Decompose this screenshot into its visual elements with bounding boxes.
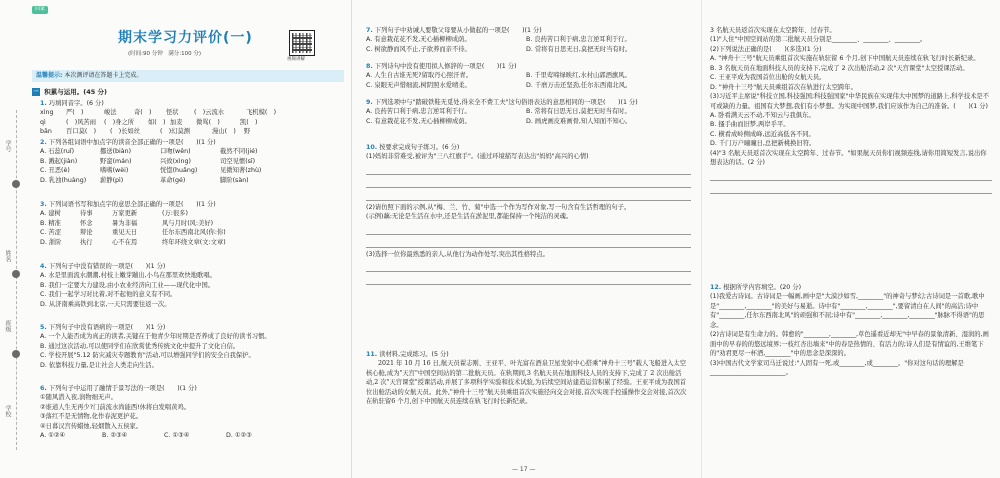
q6-option-c[interactable]: C. ①③④ [164, 432, 190, 440]
q6-option-d[interactable]: D. ①②③ [226, 432, 252, 440]
q1-number: 1. [40, 100, 47, 107]
question-9: 9. 下列选项中与"踏破铁鞋无觅处,得来全不费工夫"这句俗语表达的意思相同的一项是( )(1 分) A. 良药苦口利于病,忠言逆耳利于行。 B. 常将有日思无日,莫把无时当有时。 C. 有意栽花花不发,无心插柳柳成荫。 D. 画虎画皮难画骨,知人知面不知心。 [366, 99, 638, 125]
q7-option-a[interactable]: A. 有意栽花花不发,无心插柳柳成荫。 [366, 36, 471, 44]
q3-stem: 下列词语书写和加点字的意思全部正确的一项是( )(1 分) [48, 201, 216, 208]
q6-line: ②谁道人生无再少?门前流水尚能西!休将白发唱黄鸡。 [40, 403, 191, 411]
q8-option-d[interactable]: D. 千磨万击还坚劲,任尔东西南北风。 [526, 81, 632, 89]
q8-option-c[interactable]: C. 泉眼无声惜细流,树阴照水爱晴柔。 [366, 81, 471, 89]
q10-part-1: (1)妈妈非常难受,被评为"三八红旗手"。(通过环境描写表达出"妈妈"高兴的心情) [366, 153, 589, 161]
q4-option-d[interactable]: D. 从济南乘高铁到北京,一天只需要往返一次。 [40, 300, 171, 308]
q6-line: ①随风潜入夜,润物细无声。 [40, 394, 117, 402]
q10-part-3: (3)选择一位你最熟悉的亲人,从他行为动作处写,突出其性格特点。 [366, 250, 549, 258]
q1-row: xìng 严( ) 峻法 奇( ) 怪状 ( )云流水 飞机模( ) [40, 109, 277, 117]
question-4: 4. 下列句子中没有错误的一项是( )(1 分) A. 水是里面流水潮潮,村枝上嫩芽蹦出,小鸟在那里欢快地歌唱。 B. 我们一定要大力建设,由小农业经济向工业——现代化中国。 C. 我们一起学习对比着,对不起他的意义有不同。 D. 从济南乘高铁到北京,一天只需要往返一次。 [40, 262, 345, 309]
answer-line[interactable] [710, 183, 992, 194]
answer-line[interactable] [366, 164, 691, 175]
middle-page [352, 0, 702, 478]
binding-hole [12, 270, 20, 278]
q2-option-a[interactable]: A. 石蕊(ruǐ) 挪送(biàn) 口吻(wěn) 截然不同(jié) [40, 148, 258, 156]
q6-line: ③落红不是无情物,化作春泥更护花。 [40, 413, 143, 421]
q5-option-d[interactable]: D. 依靠科技力量,是让社会人类走向生活。 [40, 361, 158, 369]
margin-label-class: 班级 [4, 320, 11, 332]
q10-example: (示例)藕:无论是生活在水中,还是生活在淤泥里,都能保持一个纯洁的灵魂。 [366, 213, 573, 221]
q11-part-4: (4)"3 名航天员返首次实现在太空跨年、过春节。"如果航天员你们视频连线,请你用简短发言,说出你想表达的话。(2 分) [710, 149, 987, 167]
q2-option-c[interactable]: C. 丑恶(è) 嗜嗜(wèi) 恍惚(huǎng) 见微知著(zhù) [40, 167, 262, 175]
corner-tag: 回家 [32, 6, 48, 14]
answer-line[interactable] [366, 190, 691, 201]
q3-option-a[interactable]: A. 建树 待事 万家更新 (万:很多) [40, 210, 188, 218]
q3-option-d[interactable]: D. 浙阶 执行 心不在焉 终年环绕文章(文:文章) [40, 238, 226, 246]
q8-option-a[interactable]: A. 人生自古谁无死?留取丹心照汗青。 [366, 72, 472, 80]
answer-line[interactable] [366, 177, 691, 188]
answer-line[interactable] [366, 261, 691, 272]
q3-option-b[interactable]: B. 精准 怀念 暑为非福 风与月时(风:美好) [40, 219, 214, 227]
question-3: 3. 下列词语书写和加点字的意思全部正确的一项是( )(1 分) A. 建树 待事 万家更新 (万:很多) B. 精准 怀念 暑为非福 风与月时(风:美好) C. 苦涩 辩论 重见天日 任尔东西南北风(你:你) D. 浙阶 执行 心不在焉 终年环绕文章(文:文章) [40, 200, 345, 247]
answer-line[interactable] [710, 170, 992, 181]
question-1 [40, 99, 345, 137]
page-number: — 17 — [512, 466, 536, 473]
tip-banner [32, 70, 344, 82]
margin-label-school: 学校 [4, 405, 11, 417]
tip-label: 温馨提示: [36, 72, 63, 79]
q11-part-2: (2)下列说法正确的是( )(多选)(1 分) [710, 45, 822, 53]
q6-option-a[interactable]: A. ①②④ [40, 432, 66, 440]
question-2: 2. 下列各组词语中加点字的读音全部正确的一项是( )(1 分) A. 石蕊(ruǐ) 挪送(biàn) 口吻(wěn) 截然不同(jié) B. 溅起(jiàn) 野蛮(mán) 兴致(xìng) 司空见惯(sī) C. 丑恶(è) 嗜嗜(wèi) 恍惚(huǎng) 见微知著(zhù) D. 乳浊(huàng) 薪静(pì) 革命(gé) 脚阶(sàn) [40, 138, 345, 185]
qr-code-icon[interactable] [289, 30, 315, 56]
section-heading [32, 88, 107, 98]
question-8: 8. 下列诗句中没有使用拟人修辞的一项是( )(1 分) A. 人生自古谁无死?留取丹心照汗青。 B. 千里莺啼绿映红,水村山郭酒旗风。 C. 泉眼无声惜细流,树阴照水爱晴柔。 D. 千磨万击还坚劲,任尔东西南北风。 [366, 63, 632, 89]
q6-options [40, 431, 345, 440]
q5-option-a[interactable]: A. 一个人能否成为真正的读者,关键在于他青少年时期是否养成了良好的读书习惯。 [40, 333, 271, 341]
q1-row: qì ( )风苦雨 ( )身之所 如( ) 加麦 微骂( ) 凯( ) [40, 118, 258, 126]
q11-part-3-option-d[interactable]: D. 千门万户曈曈日,总把新桃换旧符。 [710, 140, 816, 148]
q7-option-c[interactable]: C. 树欲静而风不止,子欲养而亲不待。 [366, 45, 471, 53]
q11-continued [710, 26, 992, 196]
page-title: 期末学习力评价(一) [118, 30, 253, 46]
q12-part-3: (3)中国古代文学家司马迁说过:"人固有一死,或________,或________。"你对这句话的理解是________________________。 [710, 359, 964, 376]
q6-line: ④日暮汉宫传蜡烛,轻烟散入五侯家。 [40, 422, 143, 430]
q2-option-d[interactable]: D. 乳浊(huàng) 薪静(pì) 革命(gé) 脚阶(sàn) [40, 176, 249, 184]
binding-hole [12, 350, 20, 358]
margin-label-student-id: 学号 [4, 140, 11, 152]
q7-option-d[interactable]: D. 常将有日思无日,莫把无时当有时。 [526, 45, 632, 53]
q4-stem: 下列句子中没有错误的一项是( )(1 分) [48, 263, 166, 270]
answer-line[interactable] [366, 237, 691, 248]
time-score-info: (时间:90 分钟 满分:100 分) [128, 51, 201, 57]
q5-option-b[interactable]: B. 通过这次活动,可以使同学们在欣赏优秀传统文化中提升了文化自信。 [40, 342, 240, 350]
q9-option-a[interactable]: A. 良药苦口利于病,忠言逆耳利于行。 [366, 108, 471, 116]
section-badge: 一 [33, 89, 39, 95]
question-11: 11. 读材料,完成练习。(5 分) 2021 年 10 月 16 日,航天员翟志刚、王亚平、叶光富在酒泉卫星发射中心搭乘"神舟十三号"载人飞船进入太空核心舱,成为"天宫"中国空间站的第二批航天员。在轨期间,3 名航天员在地面科技人员的支持下,完成了 2 次出舱活动,2 次"天宫课堂"授课活动,并展了多项科学实验和技术试验,为后续空间站建造运营积累了经验。王亚平成为我国首位出舱活动的女航天员。此外,"神舟十三号"航天员乘组首次实施径向交会对接,首次实现手控遥操作交会对接,首次次在轨驻留6 个月,创下中国航天员连续在轨飞行时长新纪录。 [366, 350, 691, 407]
answer-line[interactable] [366, 274, 691, 285]
left-page [0, 0, 352, 478]
section-title: 积累与运用。(45 分) [44, 88, 108, 96]
q11-part-3-option-a[interactable]: A. 卧看满天云不动,不知云与我俱东。 [710, 111, 815, 119]
q12-part-1: (1)我爱古诗词。古诗词是一幅画,画中是"大漠沙如雪,________"的神奇与梦幻;古诗词是一首歌,歌中是"________,________"的美好与易逝。诗中有"________,________",要留清白在人间"的高洁;诗中有"________,任尔东西南北风"的顽强和不屈;诗中有"________,________,________"脉脉不得语"的思念。 [710, 293, 985, 329]
question-6: 6. 下列句子中运用了融情于景写法的一项是( )(1 分) ①随风潜入夜,润物细无声。 ②谁道人生无再少?门前流水尚能西!休将白发唱黄鸡。 ③落红不是无情物,化作春泥更护花。 ④日暮汉宫传蜡烛,轻烟散入五侯家。 A. ①②④ B. ②③④ C. ①③④ D. ①②③ [40, 384, 345, 441]
q4-option-b[interactable]: B. 我们一定要大力建设,由小农业经济向工业——现代化中国。 [40, 281, 215, 289]
question-5: 5. 下列句子中没有语病的一项是( )(1 分) A. 一个人能否成为真正的读者,关键在于他青少年时期是否养成了良好的读书习惯。 B. 通过这次活动,可以使同学们在欣赏优秀传统文化中提升了文化自信。 C. 学校开展"5.12 防灾减灾专题教育"活动,可以增强同学们的安全自我保护。 D. 依靠科技力量,是让社会人类走向生活。 [40, 323, 345, 370]
binding-margin [0, 0, 28, 478]
q5-option-c[interactable]: C. 学校开展"5.12 防灾减灾专题教育"活动,可以增强同学们的安全自我保护。 [40, 352, 255, 360]
right-page [702, 0, 1000, 478]
q9-option-d[interactable]: D. 画虎画皮难画骨,知人知面不知心。 [526, 117, 632, 125]
q11-part-2-option-b[interactable]: B. 3 名航天员在地面科技人员的支持下,完成了 2 次出舱活动,2 次"天宫课堂"太空授课活动。 [710, 64, 969, 72]
q4-option-c[interactable]: C. 我们一起学习对比着,对不起他的意义有不同。 [40, 291, 177, 299]
q11-passage: 2021 年 10 月 16 日,航天员翟志刚、王亚平、叶光富在酒泉卫星发射中心搭乘"神舟十三号"载人飞船进入太空核心舱,成为"天宫"中国空间站的第二批航天员。在轨期间,3 名航天员在地面科技人员的支持下,完成了 2 次出舱活动,2 次"天宫课堂"授课活动,并展了多项科学实验和技术试验,为后续空间站建造运营积累了经验。王亚平成为我国首位出舱活动的女航天员。此外,"神舟十三号"航天员乘组首次实施径向交会对接,首次实现手控遥操作交会对接,首次次在轨驻留6 个月,创下中国航天员连续在轨飞行时长新纪录。 [366, 360, 687, 406]
qr-label: 视频讲解 [287, 57, 305, 62]
tip-text: 本次测评请在答题卡上完成。 [64, 72, 143, 79]
q11-part-2-option-c[interactable]: C. 王亚平成为我国首位出舱的女航天员。 [710, 74, 826, 82]
q11-part-1: (1)"人住"中国空间站的第二批航天员分别是________、________、________。 [710, 36, 927, 44]
q9-option-b[interactable]: B. 常将有日思无日,莫把无时当有时。 [526, 108, 631, 116]
q2-option-b[interactable]: B. 溅起(jiàn) 野蛮(mán) 兴致(xìng) 司空见惯(sī) [40, 157, 256, 165]
question-12: 12. 根据所学内容填空。(20 分) (1)我爱古诗词。古诗词是一幅画,画中是"大漠沙如雪,________"的神奇与梦幻;古诗词是一首歌,歌中是"________,________"的美好与易逝。诗中有"________,________",要留清白在人间"的高洁;诗中有"________,任尔东西南北风"的顽强和不屈;诗中有"________,________,________"脉脉不得语"的思念。 (2)古诗词是有生命力的。韩愈的"________,________,草色遥看近却无"中早春的景象清新、湿润的,画面中的早春的的悠远境界;一枝红杏出墙来"中的春是热情的、有活力的;诗人们是有情谊的,王维笔下的"劝君更尽一杯酒,________"中的思念是深深的。 (3)中国古代文学家司马迁说过:"人固有一死,或________,或________。"你对这句话的理解是________________________。 [710, 283, 992, 377]
q2-stem: 下列各组词语中加点字的读音全部正确的一项是( )(1 分) [48, 139, 216, 146]
q11-part-3-option-b[interactable]: B. 搔手曲而旧梦,两岸乎平。 [710, 121, 790, 129]
question-10: 10. 按要求完成句子练习。(6 分) (1)妈妈非常难受,被评为"三八红旗手"。(通过环境描写表达出"妈妈"高兴的心情) (2)请仿照下面的示例,从"梅、兰、竹、菊"中选一个作为写作对象,写一句含有生活哲理的句子。 (示例)藕:无论是生活在水中,还是生活在淤泥里,都能保持一个纯洁的灵魂。 (3)选择一位你最熟悉的亲人,从他行为动作处写,突出其性格特点。 [366, 143, 691, 287]
q11-part-3: (3)习近平主席说"科技立国,科技强国;科技强国家"中华民族在实现伟大中国梦的道路上,科学技术是不可或缺的力量。祖国有大梦想,我们有小梦想。为实现中国梦,我们应该作为自己的准备。( )(1 分) [710, 93, 990, 110]
q11-part-3-option-c[interactable]: C. 横看成岭侧成峰,远近高低各不同。 [710, 130, 815, 138]
q3-option-c[interactable]: C. 苦涩 辩论 重见天日 任尔东西南北风(你:你) [40, 229, 226, 237]
question-7: 7. 下列句子中劝诫人要敬父母要从小做起的一项是( )(1 分) A. 有意栽花花不发,无心插柳柳成荫。 B. 良药苦口利于病,忠言逆耳利于行。 C. 树欲静而风不止,子欲养而亲不待。 D. 常将有日思无日,莫把无时当有时。 [366, 27, 632, 53]
q4-option-a[interactable]: A. 水是里面流水潮潮,村枝上嫩芽蹦出,小鸟在那里欢快地歌唱。 [40, 272, 216, 280]
q9-option-c[interactable]: C. 有意栽花花不发,无心插柳柳成荫。 [366, 117, 471, 125]
q1-stem: 巧填同音字。(6 分) [48, 100, 104, 107]
q12-part-2: (2)古诗词是有生命力的。韩愈的"________,________,草色遥看近却无"中早春的景象清新、湿润的,画面中的早春的的悠远境界;一枝红杏出墙来"中的春是热情的、有活力的;诗人们是有情谊的,王维笔下的"劝君更尽一杯酒,________"中的思念是深深的。 [710, 331, 989, 358]
binding-hole [12, 180, 20, 188]
q1-row: bān 百口莫( ) ( )长如丝 ( )幻莫测 漫山( ) 野 [40, 128, 251, 136]
q7-option-b[interactable]: B. 良药苦口利于病,忠言逆耳利于行。 [526, 36, 631, 44]
answer-line[interactable] [366, 224, 691, 235]
q6-option-b[interactable]: B. ②③④ [102, 432, 128, 440]
q5-stem: 下列句子中没有语病的一项是( )(1 分) [48, 324, 166, 331]
q11-part-2-option-a[interactable]: A. "神舟十三号"航天员乘组首次实施在轨驻留 6 个月,创下中国航天员连续在轨飞行时长新纪录。 [710, 55, 980, 63]
q6-stem: 下列句子中运用了融情于景写法的一项是( )(1 分) [48, 385, 197, 392]
q11-part-2-option-d[interactable]: D. "神舟十三号"航天员乘组首次在轨进行太空跨年。 [710, 83, 857, 91]
cut-line [16, 110, 17, 450]
q8-option-b[interactable]: B. 千里莺啼绿映红,水村山郭酒旗风。 [526, 72, 631, 80]
q10-part-2: (2)请仿照下面的示例,从"梅、兰、竹、菊"中选一个作为写作对象,写一句含有生活哲理的句子。 [366, 203, 631, 211]
margin-label-name: 姓名 [4, 250, 11, 262]
passage-end: 3 名航天员返首次实现在太空跨年、过春节。 [710, 27, 836, 34]
